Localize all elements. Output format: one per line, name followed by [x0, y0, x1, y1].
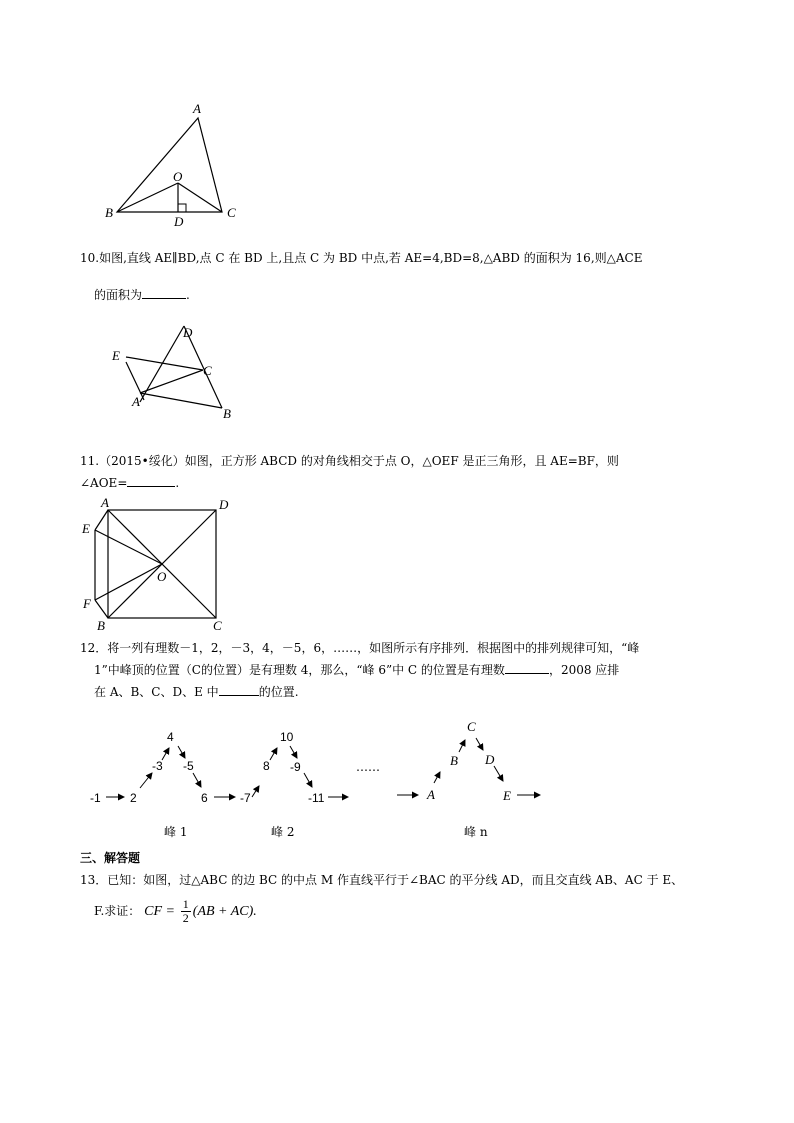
q11-label-e: E [82, 521, 90, 536]
section3-title: 三、解答题 [80, 851, 141, 865]
q12-line1: 12．将一列有理数－1，2，－3，4，－5，6，……，如图所示有序排列．根据图中的排列规律可知，“峰 [80, 641, 640, 655]
label-a: A [193, 101, 201, 116]
peak1-label: 峰 1 [164, 825, 188, 839]
q10-line1: 10.如图,直线 AE∥BD,点 C 在 BD 上,且点 C 为 BD 中点,若 AE=4,BD=8,△ABD 的面积为 16,则△ACE [80, 251, 643, 265]
q13-formula-rhs: (AB + AC). [192, 904, 257, 919]
peakn-label: 峰 n [464, 825, 488, 839]
q11-answer-blank[interactable] [127, 475, 175, 487]
q11-line2-pre: ∠AOE= [80, 476, 128, 490]
q10-label-d: D [183, 325, 193, 340]
peak1-start: -1 [90, 791, 101, 805]
q10-line2-pre: 的面积为 [94, 288, 143, 302]
q13-fraction-denominator: 2 [182, 911, 189, 925]
triangle-abc-figure [117, 118, 222, 212]
q10-label-e: E [112, 348, 120, 363]
q10-answer-blank[interactable] [142, 287, 186, 299]
q13-line1: 13．已知：如图，过△ABC 的边 BC 的中点 M 作直线平行于∠BAC 的平分线 AD，而且交直线 AB、AC 于 E、 [80, 873, 684, 887]
peak2-b-ten: -9 [290, 760, 301, 774]
peak2-a: 8 [263, 759, 270, 773]
peakn-a: A [427, 787, 435, 802]
peaks-ellipsis: …… [356, 760, 380, 774]
peakn-b: B [450, 753, 458, 768]
q11-line2 [80, 475, 179, 491]
q11-label-b: B [97, 618, 105, 633]
q11-label-o: O [157, 569, 167, 584]
label-o: O [173, 169, 183, 184]
peak1-e: 6 [201, 791, 208, 805]
q11-line2-post: . [175, 476, 180, 490]
peak2-d: -11 [308, 791, 325, 805]
q12-line3-post: 的位置. [258, 685, 299, 699]
peak1-b: -3 [152, 759, 163, 773]
q10-label-b: B [223, 406, 231, 421]
q10-line2 [94, 287, 190, 303]
q13-fraction-numerator: 1 [182, 897, 189, 911]
peak2-label: 峰 2 [271, 825, 295, 839]
peakn-c: C [467, 719, 476, 734]
q13-line2 [94, 896, 257, 927]
peakn-d: D [485, 752, 495, 767]
peakn-e: E [503, 788, 511, 803]
q11-label-d: D [219, 497, 229, 512]
q12-line2-pre: 1”中峰顶的位置（C的位置）是有理数 4，那么，“峰 6”中 C 的位置是有理数 [94, 663, 505, 677]
q12-answer-blank-1[interactable] [505, 662, 549, 674]
q11-label-a: A [101, 495, 109, 510]
label-c: C [227, 205, 236, 220]
q11-label-c: C [213, 618, 222, 633]
q13-fraction [181, 898, 191, 925]
q12-line2-post: ，2008 应排 [548, 663, 620, 677]
q12-peaks-figure [106, 738, 540, 797]
q10-label-c: C [203, 363, 212, 378]
q12-line3 [94, 684, 299, 700]
q11-line1: 11.（2015•绥化）如图，正方形 ABCD 的对角线相交于点 O，△OEF 是正三角形，且 AE=BF，则 [80, 454, 619, 468]
q11-label-f: F [83, 596, 91, 611]
q12-line2 [94, 662, 619, 678]
peak1-a: 2 [130, 791, 137, 805]
q10-line2-post: . [186, 288, 190, 302]
peak2-start: -7 [240, 791, 251, 805]
label-d: D [174, 214, 184, 229]
q13-formula-lhs: CF = [144, 904, 175, 919]
q13-line2-pre: F.求证： [94, 904, 141, 918]
q11-figure [95, 510, 216, 618]
q12-answer-blank-2[interactable] [219, 684, 259, 696]
q12-line3-pre: 在 A、B、C、D、E 中 [94, 685, 219, 699]
peak2-c: 10 [280, 730, 294, 744]
q10-label-a: A [132, 394, 140, 409]
label-b: B [105, 205, 113, 220]
peak1-d: -5 [183, 759, 194, 773]
peak1-c: 4 [167, 730, 174, 744]
